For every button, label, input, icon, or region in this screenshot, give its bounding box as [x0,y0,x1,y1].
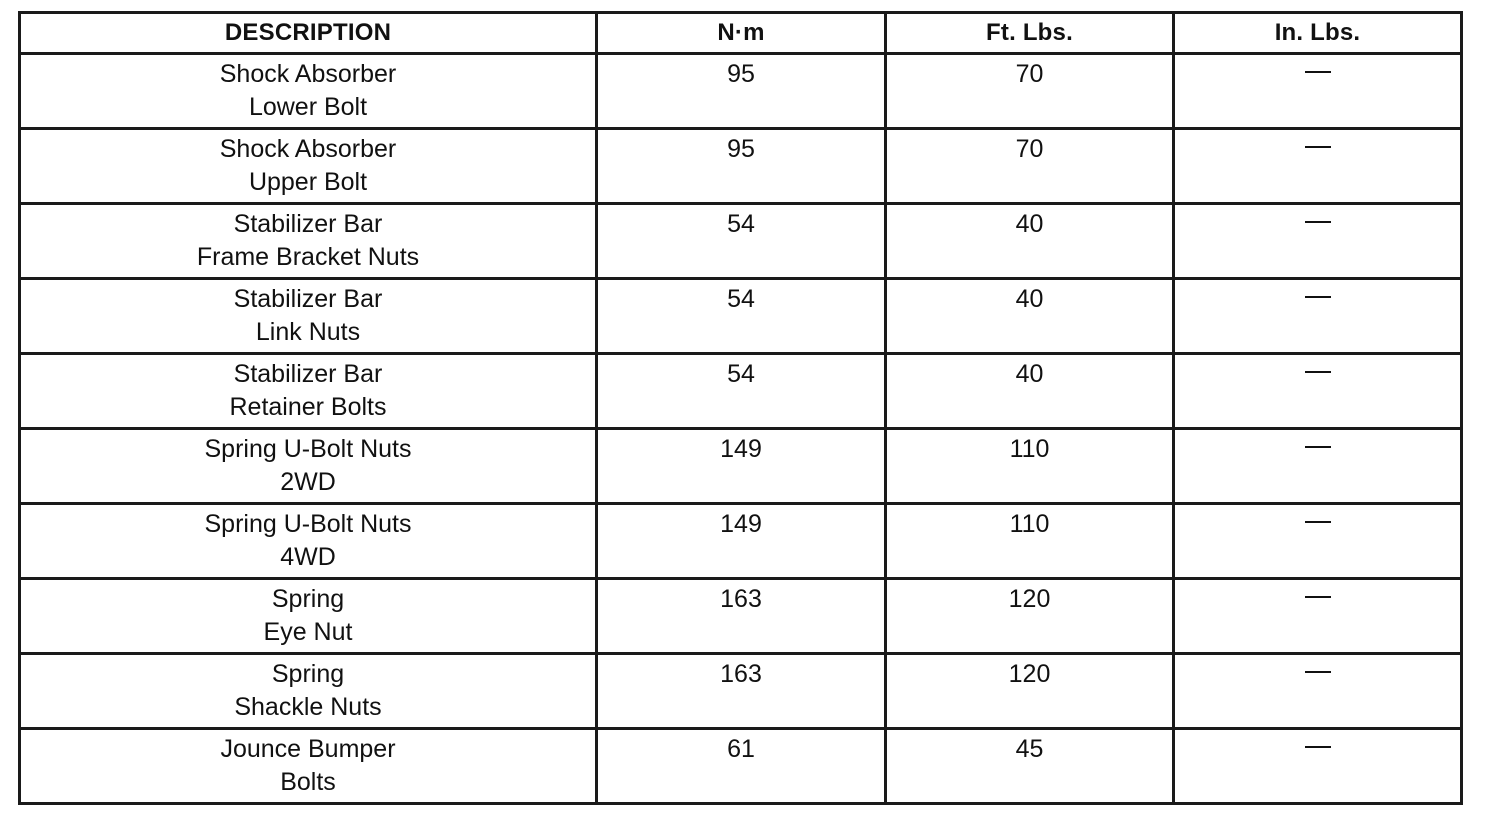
header-in-lbs: In. Lbs. [1174,13,1462,54]
in-lbs-cell [1174,504,1462,579]
description-line: Stabilizer Bar [233,210,383,238]
table-body [20,54,1462,804]
description-cell [20,204,597,279]
torque-spec-table [18,11,1463,805]
in-lbs-value [1331,508,1332,509]
dash-mark [1305,71,1331,73]
ft-lbs-value: 70 [886,129,1174,204]
description-cell [20,429,597,504]
description-line: Shackle Nuts [234,693,382,721]
in-lbs-value [1331,733,1332,734]
description-line: Jounce Bumper [220,735,396,763]
table-row [20,54,1462,129]
ft-lbs-value: 110 [886,504,1174,579]
description-cell [20,504,597,579]
header-description: DESCRIPTION [20,13,597,54]
table-row [20,354,1462,429]
nm-value: 163 [597,579,886,654]
nm-value: 149 [597,504,886,579]
description-cell [20,54,597,129]
description-line: Stabilizer Bar [233,285,383,313]
description-cell [20,654,597,729]
table-row [20,429,1462,504]
in-lbs-value [1331,208,1332,209]
description-line: Stabilizer Bar [233,360,383,388]
description-line: Frame Bracket Nuts [196,243,420,271]
dash-mark [1305,446,1331,448]
header-row [20,13,1462,54]
in-lbs-value [1331,358,1332,359]
ft-lbs-value: 40 [886,279,1174,354]
description-cell [20,129,597,204]
ft-lbs-value: 110 [886,429,1174,504]
table-row [20,579,1462,654]
table-row [20,204,1462,279]
description-line: Shock Absorber [219,135,397,163]
description-line: Lower Bolt [248,93,368,121]
header-ft-lbs: Ft. Lbs. [886,13,1174,54]
in-lbs-cell [1174,54,1462,129]
description-line: Spring U-Bolt Nuts [204,510,412,538]
description-line: Eye Nut [263,618,353,646]
dash-mark [1305,221,1331,223]
table-row [20,729,1462,804]
in-lbs-cell [1174,204,1462,279]
table-row [20,504,1462,579]
dash-mark [1305,146,1331,148]
in-lbs-cell [1174,729,1462,804]
ft-lbs-value: 120 [886,579,1174,654]
header-nm: N·m [597,13,886,54]
nm-value: 54 [597,279,886,354]
dash-mark [1305,296,1331,298]
table-row [20,129,1462,204]
in-lbs-cell [1174,129,1462,204]
description-cell [20,354,597,429]
in-lbs-cell [1174,579,1462,654]
in-lbs-cell [1174,279,1462,354]
ft-lbs-value: 70 [886,54,1174,129]
description-line: Retainer Bolts [229,393,387,421]
nm-value: 54 [597,204,886,279]
ft-lbs-value: 40 [886,204,1174,279]
dash-mark [1305,521,1331,523]
table-row [20,654,1462,729]
nm-value: 163 [597,654,886,729]
in-lbs-cell [1174,429,1462,504]
description-cell [20,729,597,804]
nm-value: 61 [597,729,886,804]
description-line: 4WD [280,543,336,571]
in-lbs-cell [1174,354,1462,429]
description-cell [20,579,597,654]
description-line: Upper Bolt [248,168,368,196]
description-cell [20,279,597,354]
ft-lbs-value: 45 [886,729,1174,804]
table-header [20,13,1462,54]
nm-value: 54 [597,354,886,429]
description-line: Shock Absorber [219,60,397,88]
description-line: Link Nuts [255,318,361,346]
in-lbs-value [1331,658,1332,659]
dash-mark [1305,371,1331,373]
dash-mark [1305,746,1331,748]
nm-value: 95 [597,54,886,129]
in-lbs-value [1331,133,1332,134]
nm-value: 95 [597,129,886,204]
dash-mark [1305,671,1331,673]
description-line: Spring U-Bolt Nuts [204,435,412,463]
description-line: Bolts [280,768,336,796]
ft-lbs-value: 120 [886,654,1174,729]
nm-value: 149 [597,429,886,504]
description-line: Spring [271,585,345,613]
in-lbs-value [1331,58,1332,59]
dash-mark [1305,596,1331,598]
ft-lbs-value: 40 [886,354,1174,429]
in-lbs-value [1331,283,1332,284]
description-line: Spring [271,660,345,688]
description-line: 2WD [280,468,336,496]
in-lbs-value [1331,433,1332,434]
in-lbs-cell [1174,654,1462,729]
in-lbs-value [1331,583,1332,584]
table-row [20,279,1462,354]
